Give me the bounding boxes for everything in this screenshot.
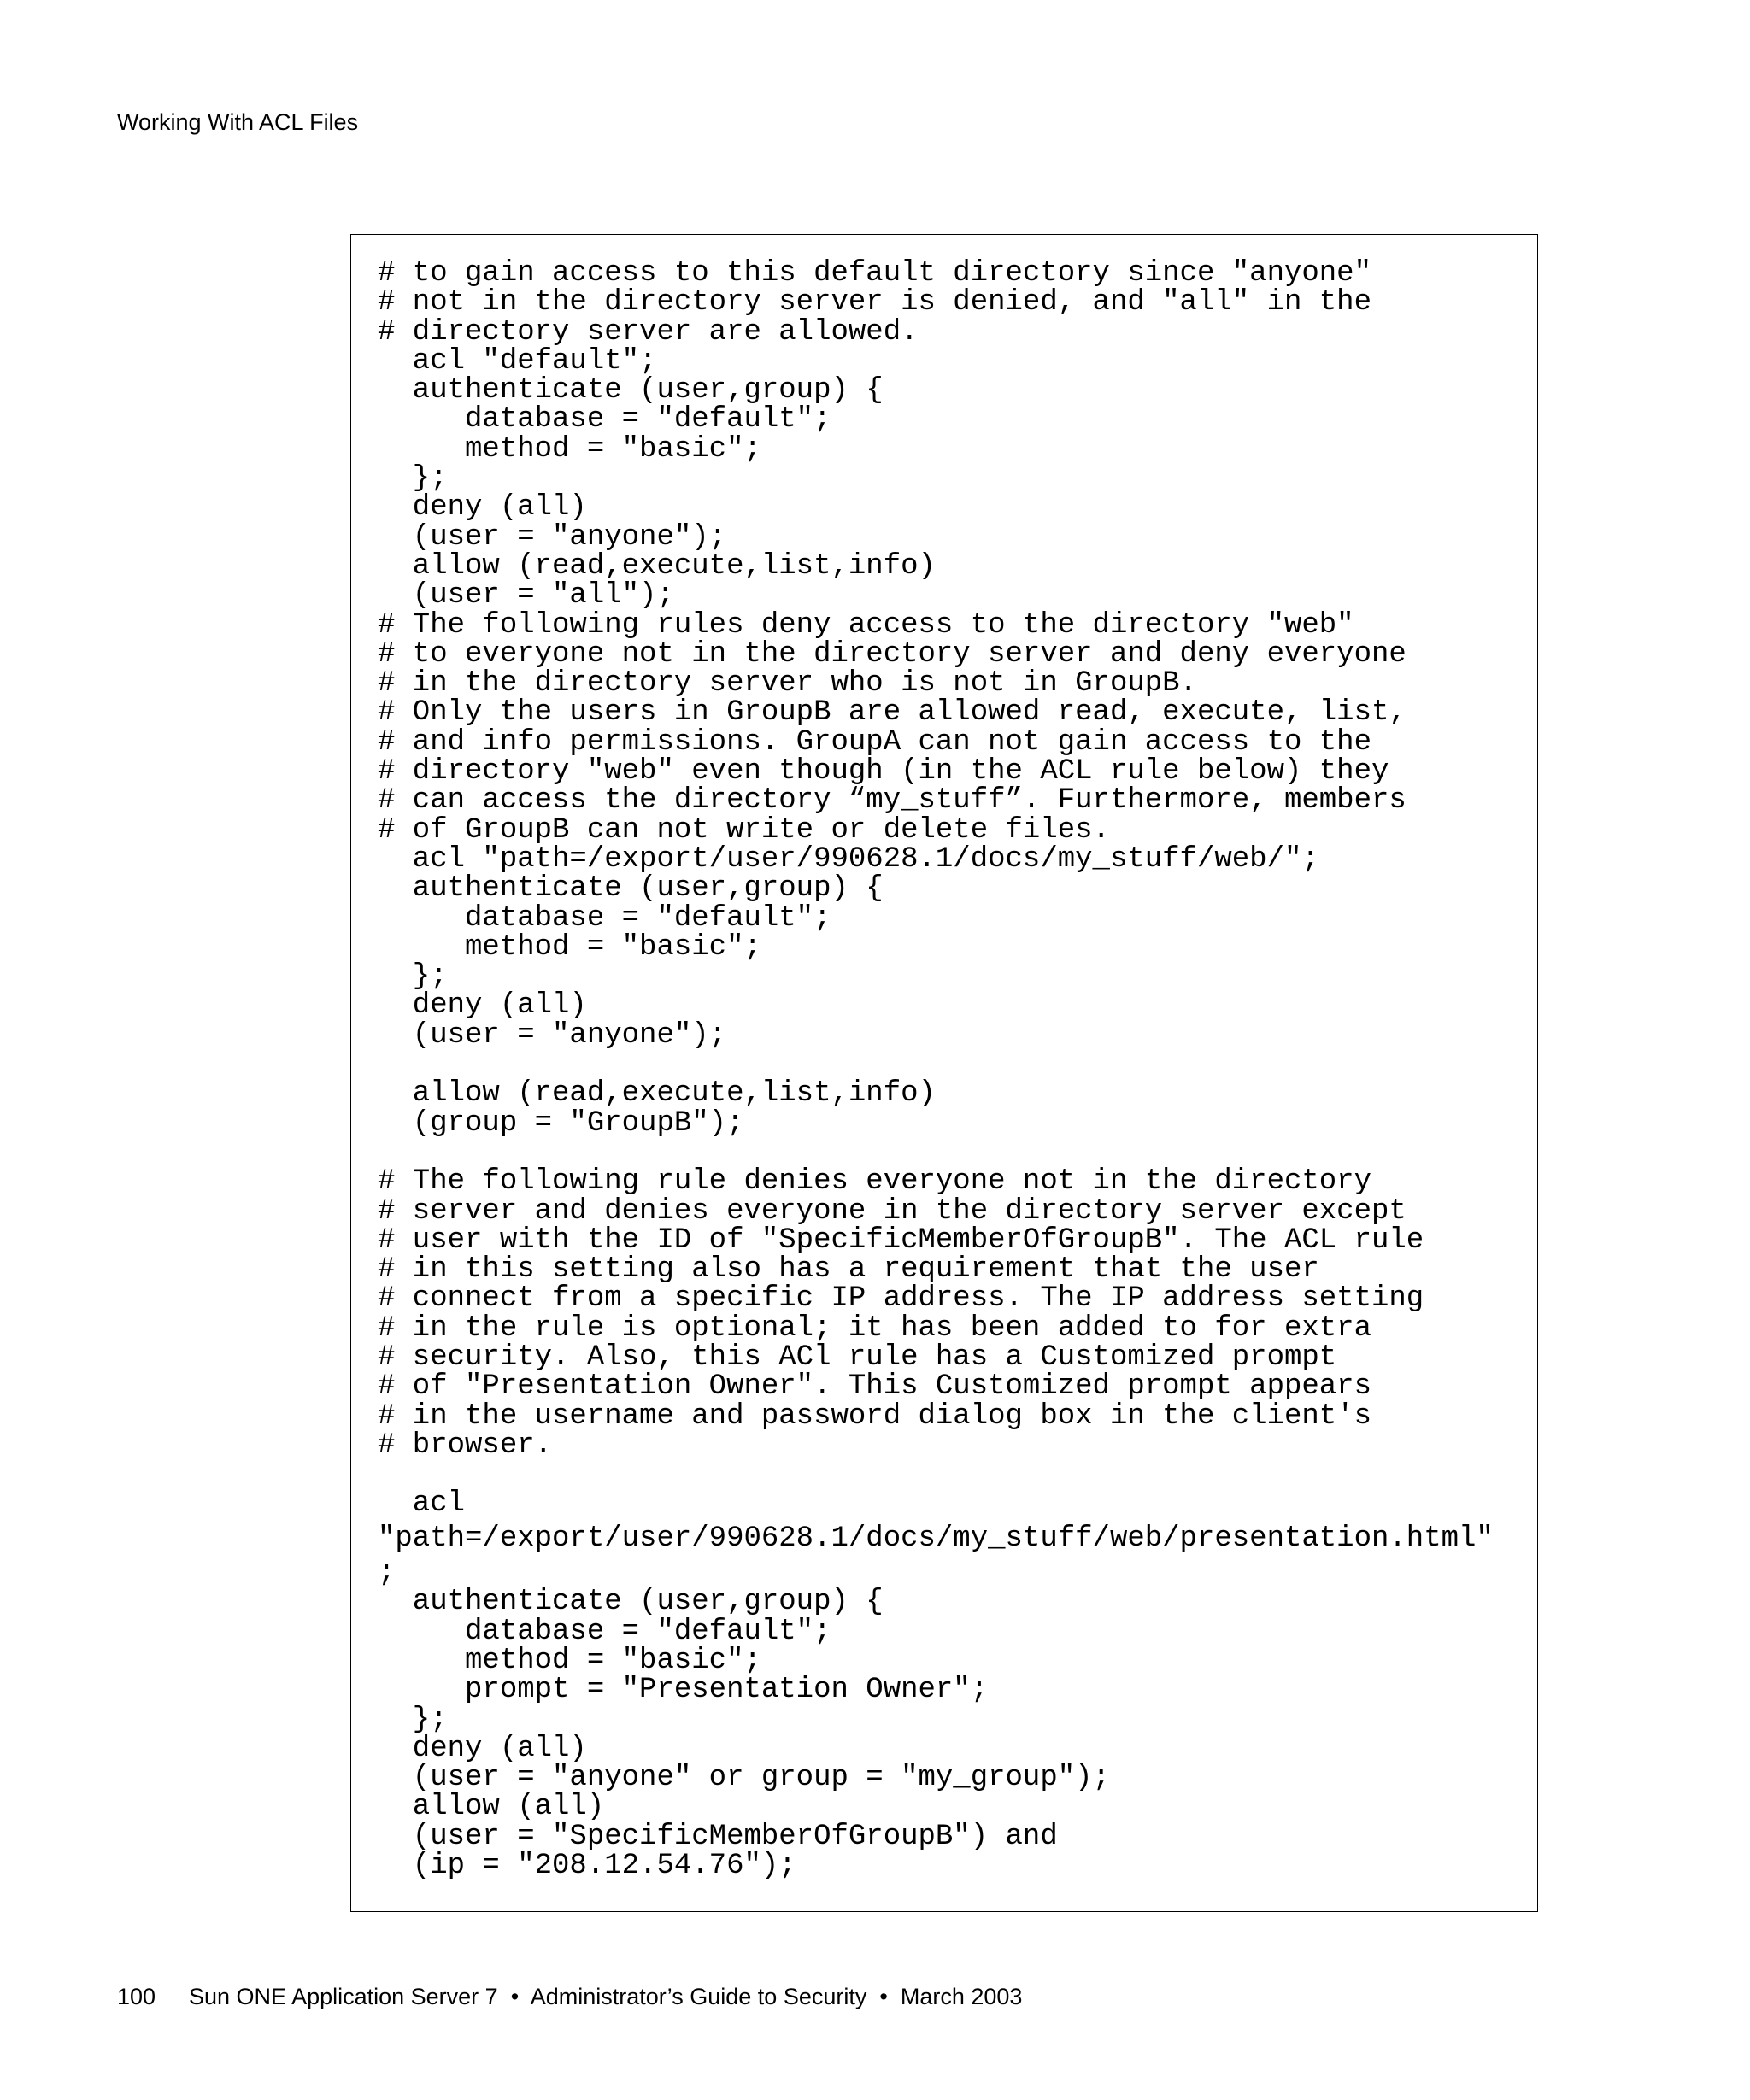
code-line: # can access the directory “my_stuff”. Furthermore, members (378, 784, 1406, 818)
code-line: acl "default"; (378, 344, 657, 378)
code-line (378, 1460, 1494, 1489)
code-line: # directory server are allowed. (378, 315, 919, 349)
code-line: authenticate (user,group) { (378, 1586, 884, 1619)
code-line: # to gain access to this default directory since "anyone" (378, 257, 1371, 290)
code-line: database = "default"; (378, 901, 831, 935)
code-line: (user = "anyone" or group = "my_group"); (378, 1762, 1110, 1795)
code-line: ; (378, 1557, 396, 1590)
code-line: (user = "SpecificMemberOfGroupB") and (378, 1820, 1058, 1853)
code-line: "path=/export/user/990628.1/docs/my_stuff/web/presentation.html" (378, 1522, 1494, 1555)
code-line: allow (all) (378, 1791, 605, 1824)
footer-product: Sun ONE Application Server 7 (189, 1984, 498, 2009)
code-line: # The following rule denies everyone not in the directory (378, 1165, 1371, 1199)
code-line: method = "basic"; (378, 432, 761, 466)
code-line: # server and denies everyone in the directory server except (378, 1194, 1406, 1228)
code-line: database = "default"; (378, 403, 831, 437)
code-line: # The following rules deny access to the directory "web" (378, 608, 1354, 642)
code-line: database = "default"; (378, 1615, 831, 1648)
code-line: allow (read,execute,list,info) (378, 1077, 936, 1111)
code-line: }; (378, 960, 448, 994)
code-line: deny (all) (378, 989, 587, 1023)
code-line: # connect from a specific IP address. The IP address setting (378, 1282, 1424, 1316)
footer-separator: • (879, 1984, 888, 2009)
code-line: method = "basic"; (378, 930, 761, 964)
code-line: # of GroupB can not write or delete files. (378, 813, 1110, 847)
code-line (378, 1138, 1494, 1167)
code-line: # in the username and password dialog box in the client's (378, 1399, 1371, 1433)
code-line: # in this setting also has a requirement that the user (378, 1253, 1319, 1287)
code-line: # and info permissions. GroupA can not gain access to the (378, 725, 1371, 759)
code-line (378, 1050, 1494, 1079)
footer-date: March 2003 (900, 1984, 1023, 2009)
page-footer (117, 1984, 1022, 2010)
code-line: acl (378, 1487, 466, 1521)
footer-separator: • (510, 1984, 520, 2009)
acl-code-listing (378, 257, 1494, 1883)
code-line: acl "path=/export/user/990628.1/docs/my_stuff/web/"; (378, 842, 1319, 876)
code-line: deny (all) (378, 491, 587, 525)
code-line: method = "basic"; (378, 1644, 761, 1677)
code-line: (user = "anyone"); (378, 1018, 727, 1052)
code-line: deny (all) (378, 1732, 587, 1765)
code-line: authenticate (user,group) { (378, 872, 884, 906)
code-line: # of "Presentation Owner". This Customized prompt appears (378, 1370, 1371, 1404)
code-line: # Only the users in GroupB are allowed read, execute, list, (378, 696, 1406, 730)
code-line: prompt = "Presentation Owner"; (378, 1674, 989, 1707)
running-header: Working With ACL Files (117, 109, 359, 135)
code-line: (user = "anyone"); (378, 520, 727, 554)
page-number: 100 (117, 1984, 156, 2009)
code-line: (user = "all"); (378, 579, 674, 613)
code-line: # in the directory server who is not in GroupB. (378, 667, 1197, 701)
code-line: # directory "web" even though (in the ACL rule below) they (378, 755, 1389, 789)
code-line: }; (378, 1703, 448, 1736)
code-line: # to everyone not in the directory server and deny everyone (378, 637, 1406, 671)
footer-guide-title: Administrator’s Guide to Security (530, 1984, 867, 2009)
code-line: (ip = "208.12.54.76"); (378, 1850, 796, 1883)
code-line: allow (read,execute,list,info) (378, 549, 936, 583)
code-line: # not in the directory server is denied, and "all" in the (378, 286, 1371, 320)
code-line: }; (378, 462, 448, 496)
code-line: # security. Also, this ACl rule has a Customized prompt (378, 1340, 1337, 1374)
code-line: # user with the ID of "SpecificMemberOfGroupB". The ACL rule (378, 1223, 1424, 1257)
code-line: authenticate (user,group) { (378, 374, 884, 408)
code-line: (group = "GroupB"); (378, 1106, 744, 1140)
code-line: # browser. (378, 1428, 553, 1462)
code-line: # in the rule is optional; it has been added to for extra (378, 1311, 1371, 1345)
